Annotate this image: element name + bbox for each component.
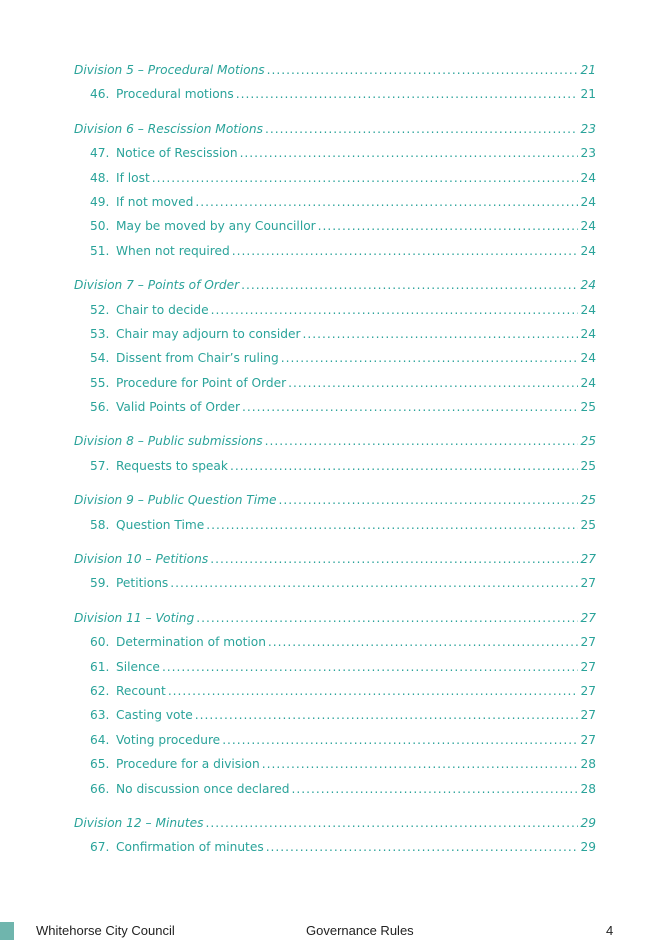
dot-leader bbox=[206, 513, 578, 537]
toc-entry-title: Chair may adjourn to consider bbox=[116, 326, 301, 341]
toc-page-number: 25 bbox=[580, 458, 596, 473]
toc-page-number: 27 bbox=[580, 732, 596, 747]
toc-entry-title: Procedural motions bbox=[116, 87, 234, 102]
toc-entry-title: Casting vote bbox=[116, 708, 193, 723]
toc-entry-title: Division 8 – Public submissions bbox=[74, 434, 263, 449]
toc-entry-number: 50. bbox=[90, 219, 110, 234]
dot-leader bbox=[242, 395, 579, 419]
toc-entry-title: Determination of motion bbox=[116, 635, 266, 650]
toc-entry-title: Recount bbox=[116, 683, 166, 698]
dot-leader bbox=[232, 239, 579, 263]
toc-division-heading[interactable] bbox=[74, 488, 596, 512]
toc-entry-title: May be moved by any Councillor bbox=[116, 219, 316, 234]
toc-entry[interactable] bbox=[74, 728, 596, 752]
dot-leader bbox=[267, 58, 579, 82]
toc-entry-title: Division 7 – Points of Order bbox=[74, 278, 240, 293]
toc-entry-number: 47. bbox=[90, 146, 110, 161]
toc-page-number: 24 bbox=[580, 302, 596, 317]
toc-page-number: 24 bbox=[580, 375, 596, 390]
dot-leader bbox=[288, 371, 578, 395]
toc-entry-number: 52. bbox=[90, 302, 110, 317]
dot-leader bbox=[265, 429, 579, 453]
toc-page-number: 28 bbox=[580, 757, 596, 772]
toc-entry[interactable] bbox=[74, 679, 596, 703]
dot-leader bbox=[152, 166, 579, 190]
toc-division-heading[interactable] bbox=[74, 606, 596, 630]
toc-entry[interactable] bbox=[74, 835, 596, 859]
toc-entry-number: 65. bbox=[90, 757, 110, 772]
toc-entry-number: 67. bbox=[90, 840, 110, 855]
dot-leader bbox=[279, 488, 579, 512]
dot-leader bbox=[206, 811, 579, 835]
toc-entry[interactable] bbox=[74, 82, 596, 106]
toc-page-number: 21 bbox=[580, 63, 596, 77]
dot-leader bbox=[236, 82, 579, 106]
toc-entry-number: 49. bbox=[90, 194, 110, 209]
toc-entry-title: Division 9 – Public Question Time bbox=[74, 493, 277, 508]
dot-leader bbox=[168, 679, 579, 703]
toc-entry[interactable] bbox=[74, 141, 596, 165]
toc-entry[interactable] bbox=[74, 571, 596, 595]
toc-entry-title: Confirmation of minutes bbox=[116, 840, 264, 855]
toc-page-number: 27 bbox=[580, 708, 596, 723]
toc-entry[interactable] bbox=[74, 298, 596, 322]
dot-leader bbox=[195, 190, 578, 214]
toc-entry-number: 48. bbox=[90, 170, 110, 185]
toc-entry[interactable] bbox=[74, 214, 596, 238]
dot-leader bbox=[240, 141, 579, 165]
toc-page-number: 27 bbox=[580, 610, 596, 625]
toc-entry-title: Division 12 – Minutes bbox=[74, 815, 204, 830]
toc-entry[interactable] bbox=[74, 190, 596, 214]
footer-accent-bar bbox=[0, 922, 14, 940]
toc-entry-number: 53. bbox=[90, 326, 110, 341]
toc-page-number: 27 bbox=[580, 659, 596, 674]
dot-leader bbox=[318, 214, 579, 238]
toc-entry-number: 62. bbox=[90, 683, 110, 698]
toc-page-number: 25 bbox=[580, 517, 596, 532]
dot-leader bbox=[210, 547, 578, 571]
toc-entry[interactable] bbox=[74, 239, 596, 263]
toc-page-number: 24 bbox=[580, 351, 596, 366]
toc-page-number: 29 bbox=[580, 815, 596, 830]
toc-division-heading[interactable] bbox=[74, 811, 596, 835]
toc-entry-title: Silence bbox=[116, 659, 160, 674]
toc-entry[interactable] bbox=[74, 630, 596, 654]
toc-entry-number: 51. bbox=[90, 243, 110, 258]
toc-entry-number: 60. bbox=[90, 635, 110, 650]
toc-division-heading[interactable] bbox=[74, 429, 596, 453]
toc-entry-title: Question Time bbox=[116, 517, 205, 532]
toc-division-heading[interactable] bbox=[74, 58, 596, 82]
toc-division-heading[interactable] bbox=[74, 273, 596, 297]
toc-entry-title: Dissent from Chair’s ruling bbox=[116, 351, 279, 366]
toc-page-number: 29 bbox=[580, 840, 596, 855]
toc-entry[interactable] bbox=[74, 513, 596, 537]
dot-leader bbox=[162, 655, 579, 679]
toc-page-number: 21 bbox=[580, 87, 596, 102]
toc-entry-title: Requests to speak bbox=[116, 458, 228, 473]
toc-entry[interactable] bbox=[74, 322, 596, 346]
footer-document-title: Governance Rules bbox=[306, 923, 414, 938]
toc-page-number: 27 bbox=[580, 552, 596, 567]
toc-page-number: 24 bbox=[580, 326, 596, 341]
toc-entry[interactable] bbox=[74, 655, 596, 679]
toc-entry-title: Voting procedure bbox=[116, 732, 221, 747]
toc-entry-title: Procedure for a division bbox=[116, 757, 260, 772]
dot-leader bbox=[292, 777, 579, 801]
toc-entry-title: No discussion once declared bbox=[116, 781, 290, 796]
toc-entry-title: If lost bbox=[116, 170, 150, 185]
toc-entry-number: 56. bbox=[90, 400, 110, 415]
toc-entry-title: Division 5 – Procedural Motions bbox=[74, 63, 265, 77]
toc-entry[interactable] bbox=[74, 752, 596, 776]
toc-division-heading[interactable] bbox=[74, 117, 596, 141]
toc-entry-title: Division 6 – Rescission Motions bbox=[74, 121, 263, 136]
toc-entry[interactable] bbox=[74, 346, 596, 370]
dot-leader bbox=[230, 454, 579, 478]
toc-entry-title: Chair to decide bbox=[116, 302, 209, 317]
toc-page-number: 27 bbox=[580, 683, 596, 698]
toc-page-number: 25 bbox=[580, 400, 596, 415]
toc-entry-number: 55. bbox=[90, 375, 110, 390]
toc-entry-number: 54. bbox=[90, 351, 110, 366]
toc-entry-number: 58. bbox=[90, 517, 110, 532]
footer-page-number: 4 bbox=[606, 923, 614, 938]
toc-entry[interactable] bbox=[74, 777, 596, 801]
toc-page-number: 24 bbox=[580, 219, 596, 234]
toc-entry-number: 57. bbox=[90, 458, 110, 473]
toc-entry-number: 59. bbox=[90, 576, 110, 591]
dot-leader bbox=[303, 322, 579, 346]
dot-leader bbox=[268, 630, 579, 654]
toc-page-number: 24 bbox=[580, 278, 596, 293]
toc-entry-title: Division 11 – Voting bbox=[74, 610, 195, 625]
toc-entry-title: Valid Points of Order bbox=[116, 400, 240, 415]
toc-entry-title: If not moved bbox=[116, 194, 194, 209]
toc-entry-title: Notice of Rescission bbox=[116, 146, 238, 161]
toc-page-number: 25 bbox=[580, 493, 596, 508]
dot-leader bbox=[222, 728, 578, 752]
toc-entry-number: 64. bbox=[90, 732, 110, 747]
toc-entry-number: 63. bbox=[90, 708, 110, 723]
toc-entry[interactable] bbox=[74, 371, 596, 395]
dot-leader bbox=[196, 606, 578, 630]
toc-page-number: 24 bbox=[580, 170, 596, 185]
toc-page-number: 23 bbox=[580, 146, 596, 161]
toc-entry-title: When not required bbox=[116, 243, 230, 258]
toc-page-number: 23 bbox=[580, 121, 596, 136]
table-of-contents bbox=[74, 58, 596, 860]
toc-entry[interactable] bbox=[74, 395, 596, 419]
toc-entry-title: Procedure for Point of Order bbox=[116, 375, 287, 390]
toc-page-number: 25 bbox=[580, 434, 596, 449]
toc-page-number: 27 bbox=[580, 635, 596, 650]
toc-page-number: 24 bbox=[580, 194, 596, 209]
toc-entry[interactable] bbox=[74, 166, 596, 190]
dot-leader bbox=[211, 298, 579, 322]
toc-page-number: 27 bbox=[580, 576, 596, 591]
toc-entry-number: 61. bbox=[90, 659, 110, 674]
toc-entry-number: 46. bbox=[90, 87, 110, 102]
dot-leader bbox=[170, 571, 578, 595]
dot-leader bbox=[195, 703, 579, 727]
dot-leader bbox=[281, 346, 579, 370]
toc-entry-title: Petitions bbox=[116, 576, 169, 591]
toc-page-number: 28 bbox=[580, 781, 596, 796]
toc-entry-title: Division 10 – Petitions bbox=[74, 552, 209, 567]
toc-entry[interactable] bbox=[74, 703, 596, 727]
page-footer bbox=[0, 919, 652, 941]
dot-leader bbox=[266, 835, 579, 859]
footer-organization: Whitehorse City Council bbox=[36, 923, 175, 938]
toc-page-number: 24 bbox=[580, 243, 596, 258]
dot-leader bbox=[241, 273, 578, 297]
dot-leader bbox=[262, 752, 579, 776]
toc-division-heading[interactable] bbox=[74, 547, 596, 571]
toc-entry[interactable] bbox=[74, 454, 596, 478]
toc-entry-number: 66. bbox=[90, 781, 110, 796]
dot-leader bbox=[265, 117, 579, 141]
